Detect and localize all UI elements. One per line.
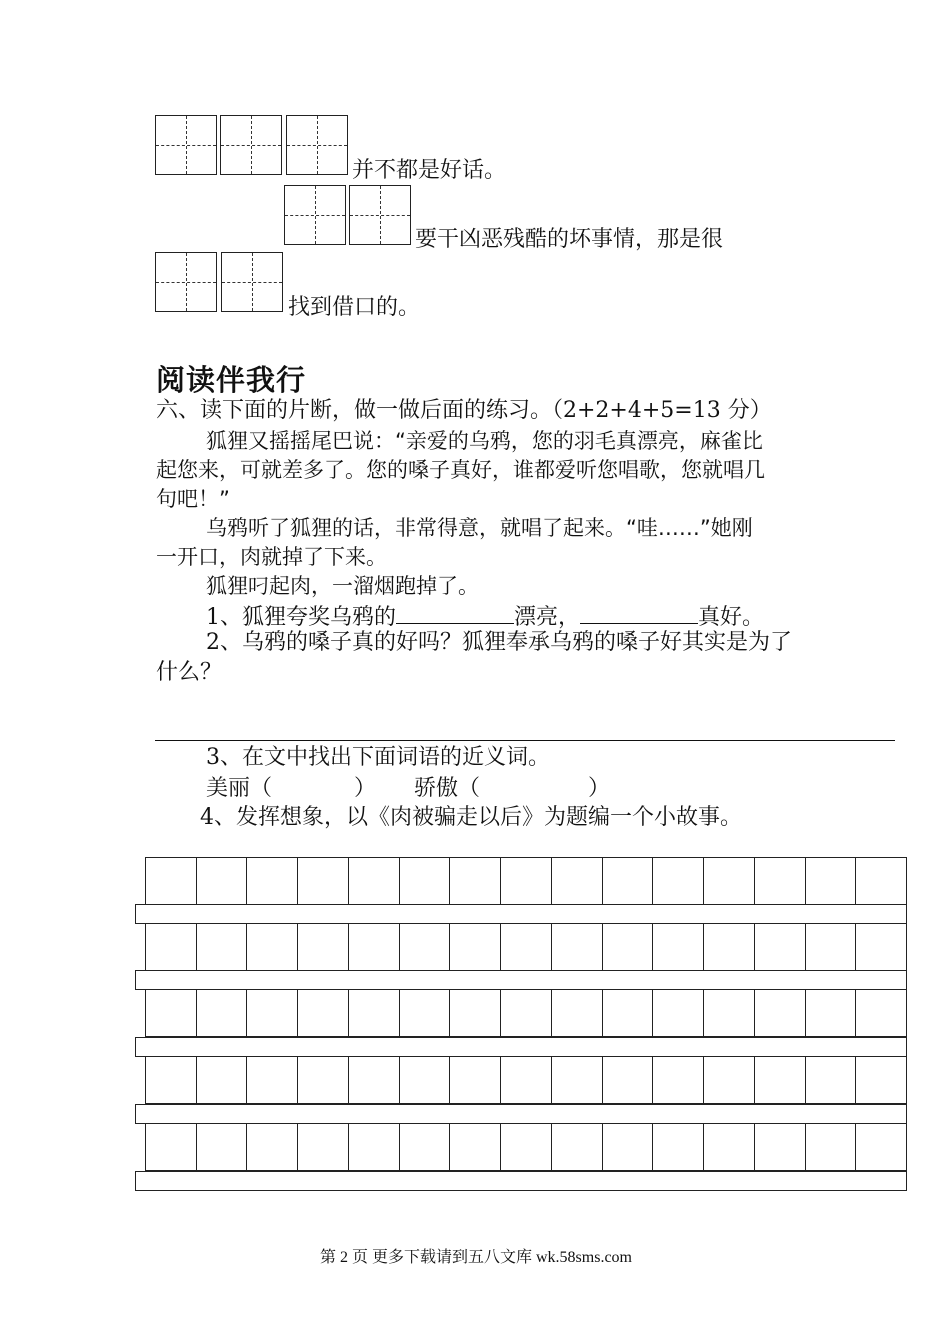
writing-grid-row[interactable] xyxy=(145,923,907,971)
section-heading: 阅读伴我行 xyxy=(156,363,307,397)
answer-blank-1[interactable] xyxy=(396,603,514,624)
fill-line-2-text: 要干凶恶残酷的坏事情，那是很 xyxy=(415,227,724,252)
passage-line: 句吧！” xyxy=(156,487,230,511)
writing-grid-gap xyxy=(135,904,907,924)
writing-grid-row[interactable] xyxy=(145,1123,907,1171)
question-intro: 六、读下面的片断，做一做后面的练习。（2+2+4+5=13 分） xyxy=(156,398,772,423)
question-4: 4、发挥想象，以《肉被骗走以后》为题编一个小故事。 xyxy=(200,805,742,830)
question-1-part-a: 1、狐狸夸奖乌鸦的 xyxy=(206,605,396,630)
question-2-cont: 什么？ xyxy=(156,660,223,685)
tianzi-box xyxy=(220,115,282,175)
question-1-part-c: 真好。 xyxy=(698,605,765,630)
writing-grid-gap xyxy=(135,970,907,990)
tianzi-box xyxy=(349,185,411,245)
writing-grid-row[interactable] xyxy=(145,989,907,1037)
paren-close: ） xyxy=(354,776,377,801)
passage-line: 狐狸又摇摇尾巴说：“亲爱的乌鸦，您的羽毛真漂亮，麻雀比 xyxy=(206,429,763,453)
question-3: 3、在文中找出下面词语的近义词。 xyxy=(206,745,550,770)
synonym-blank-1[interactable] xyxy=(272,775,354,795)
writing-grid-gap xyxy=(135,1171,907,1191)
passage-line: 起您来，可就差多了。您的嗓子真好，谁都爱听您唱歌，您就唱几 xyxy=(156,458,765,482)
writing-grid-row[interactable] xyxy=(145,1056,907,1104)
passage-line: 狐狸叼起肉，一溜烟跑掉了。 xyxy=(206,574,479,598)
question-1 xyxy=(206,603,764,631)
passage-line: 一开口，肉就掉了下来。 xyxy=(156,545,387,569)
question-1-part-b: 漂亮， xyxy=(514,605,581,630)
writing-grid-row[interactable] xyxy=(145,857,907,905)
question-2: 2、乌鸦的嗓子真的好吗？狐狸奉承乌鸦的嗓子好其实是为了 xyxy=(206,630,792,655)
tianzi-box xyxy=(221,252,283,312)
page-footer: 第 2 页 更多下载请到五八文库 wk.58sms.com xyxy=(320,1249,633,1266)
tianzi-box xyxy=(155,115,217,175)
fill-line-1-text: 并不都是好话。 xyxy=(352,158,507,183)
paren-close: ） xyxy=(588,776,611,801)
writing-grid-gap xyxy=(135,1104,907,1124)
passage-line: 乌鸦听了狐狸的话，非常得意，就唱了起来。“哇……”她刚 xyxy=(206,516,753,540)
tianzi-box xyxy=(286,115,348,175)
answer-blank-2[interactable] xyxy=(580,603,698,624)
fill-line-3-text: 找到借口的。 xyxy=(288,295,421,320)
tianzi-box xyxy=(155,252,217,312)
answer-line[interactable] xyxy=(155,740,895,741)
question-3-words xyxy=(206,775,610,802)
synonym-blank-2[interactable] xyxy=(480,775,588,795)
word-proud: 骄傲（ xyxy=(414,776,481,801)
writing-grid-gap xyxy=(135,1037,907,1057)
tianzi-box xyxy=(284,185,346,245)
word-beautiful: 美丽（ xyxy=(206,776,273,801)
